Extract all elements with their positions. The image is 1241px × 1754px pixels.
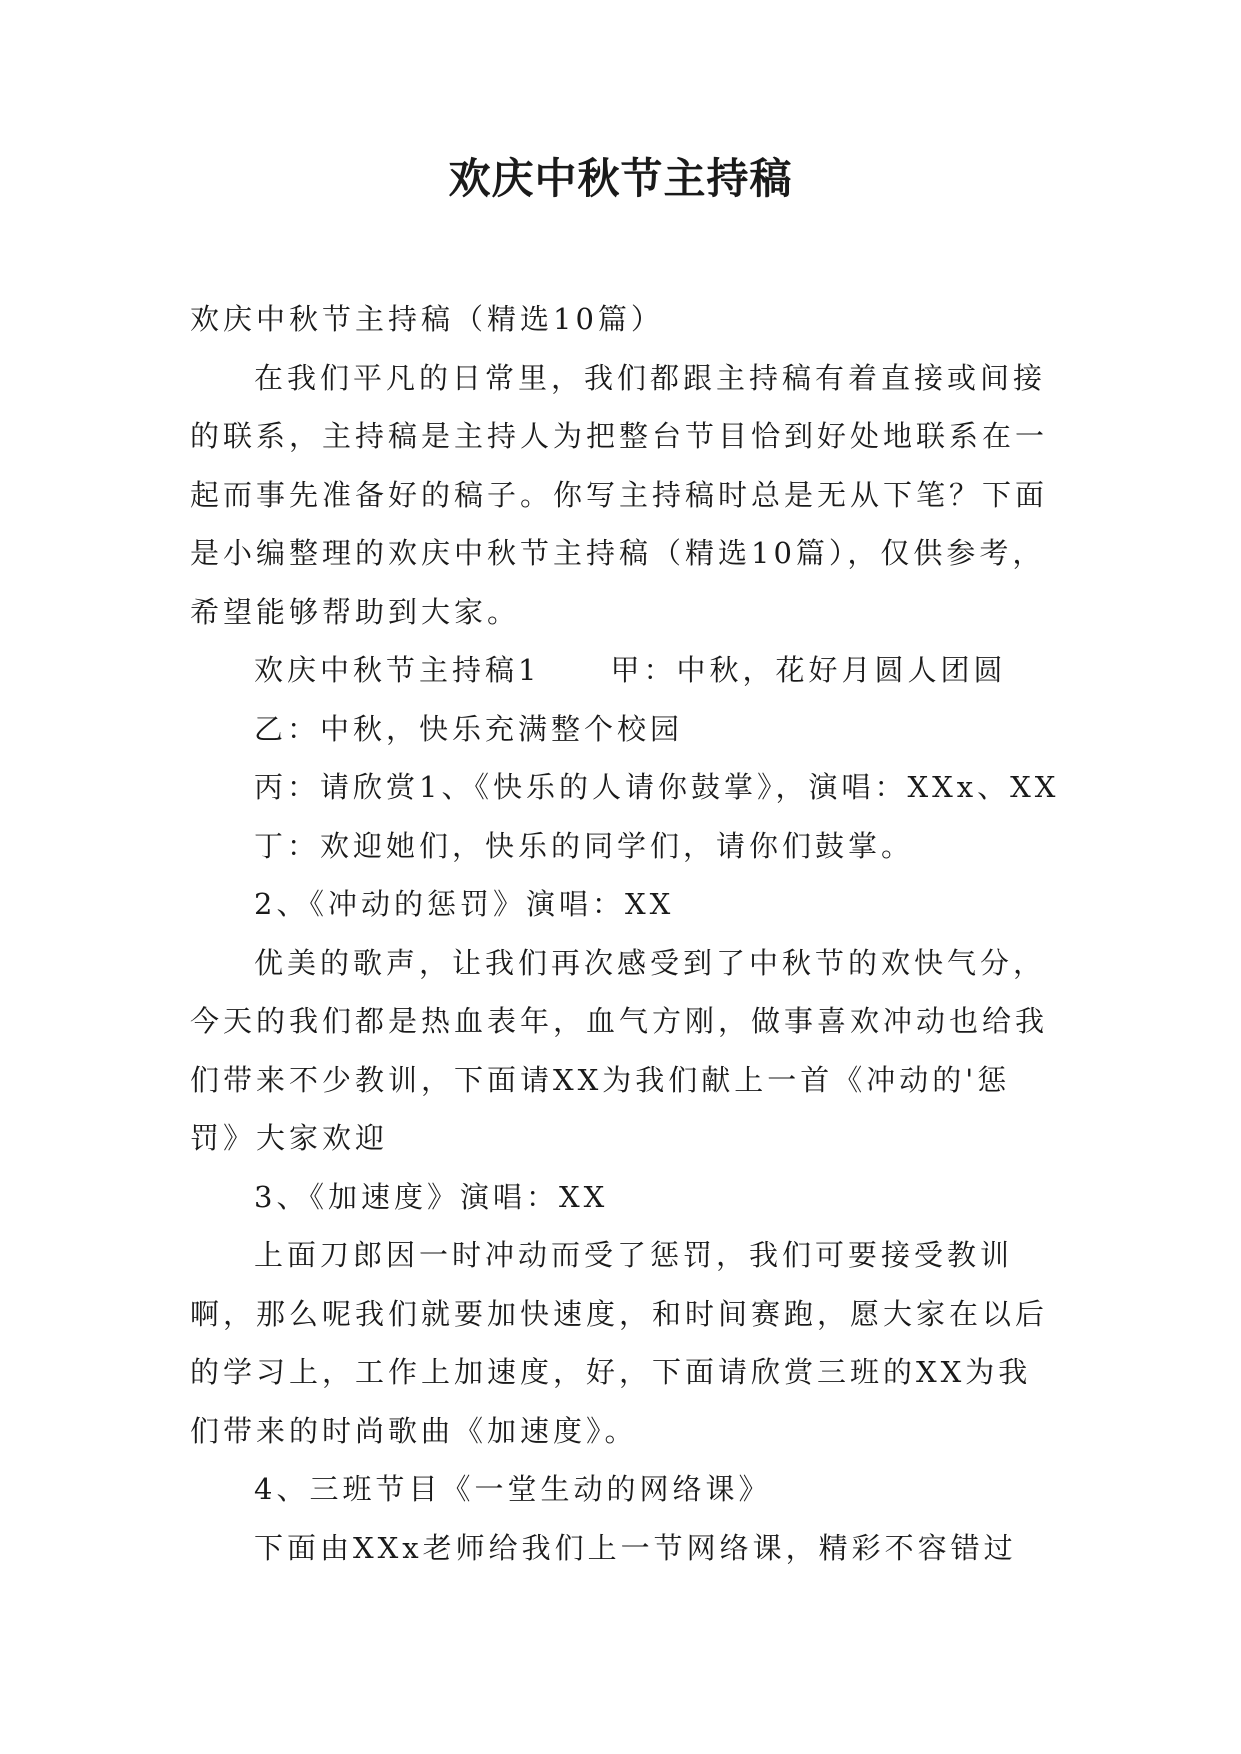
paragraph-program-4-intro: 下面由XXx老师给我们上一节网络课，精彩不容错过 <box>254 1530 1017 1565</box>
line-jia: 甲：中秋，花好月圆人团圆 <box>610 653 1007 687</box>
paragraph-intro: 在我们平凡的日常里，我们都跟主持稿有着直接或间接的联系，主持稿是主持人为把整台节目恰到好处地联系在一起而事先准备好的稿子。你写主持稿时总是无从下笔？下面是小编整理的欢庆中秋节主持稿（精选10篇），仅供参考，希望能够帮助到大家。 <box>190 360 1049 629</box>
paragraph-host-script-1 <box>190 641 1060 700</box>
line-bing: 丙：请欣赏1、《快乐的人请你鼓掌》，演唱：XXx、XX <box>254 770 1060 804</box>
paragraph-program-2-intro: 优美的歌声，让我们再次感受到了中秋节的欢快气分，今天的我们都是热血表年，血气方刚，做事喜欢冲动也给我们带来不少教训，下面请XX为我们献上一首《冲动的'惩罚》大家欢迎 <box>190 945 1049 1155</box>
program-item-3: 3、《加速度》演唱：XX <box>254 1179 609 1214</box>
line-ding: 丁：欢迎她们，快乐的同学们，请你们鼓掌。 <box>254 828 915 863</box>
program-item-2: 2、《冲动的惩罚》演唱：XX <box>254 887 675 921</box>
paragraph-subtitle: 欢庆中秋节主持稿（精选10篇） <box>190 302 664 336</box>
document-title: 欢庆中秋节主持稿 <box>448 154 793 203</box>
paragraph-program-3-intro: 上面刀郎因一时冲动而受了惩罚，我们可要接受教训啊，那么呢我们就要加快速度，和时间赛跑，愿大家在以后的学习上，工作上加速度，好，下面请欣赏三班的XX为我们带来的时尚歌曲《加速度》。 <box>190 1238 1049 1448</box>
program-item-4: 4、三班节目《一堂生动的网络课》 <box>254 1472 772 1506</box>
section-heading-1: 欢庆中秋节主持稿1 <box>254 653 541 687</box>
document-body <box>190 290 1060 1577</box>
line-yi: 乙：中秋，快乐充满整个校园 <box>254 711 684 746</box>
